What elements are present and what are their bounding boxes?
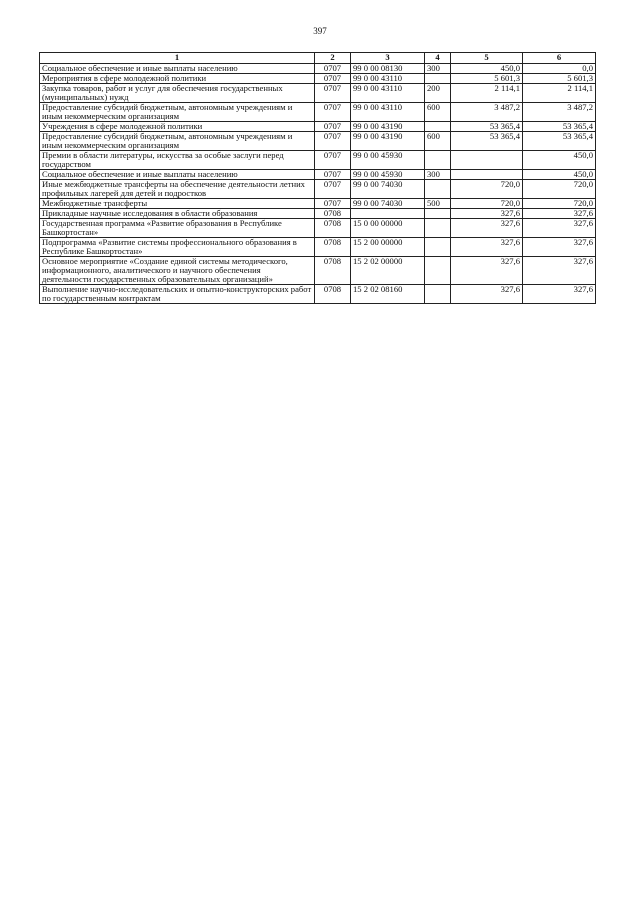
section-code-cell: 0707 xyxy=(315,170,351,180)
amount-col6-cell: 720,0 xyxy=(523,199,596,209)
table-row xyxy=(40,132,596,151)
table-row xyxy=(40,257,596,285)
section-code-cell: 0707 xyxy=(315,122,351,132)
section-code-cell: 0708 xyxy=(315,219,351,238)
target-code-cell: 99 0 00 74030 xyxy=(351,180,425,199)
section-code-cell: 0708 xyxy=(315,285,351,304)
item-name-cell: Социальное обеспечение и иные выплаты населению xyxy=(40,170,315,180)
expense-type-cell xyxy=(425,151,451,170)
expense-type-cell: 200 xyxy=(425,84,451,103)
table-header-row xyxy=(40,53,596,64)
item-name-cell: Государственная программа «Развитие образования в Республике Башкортостан» xyxy=(40,219,315,238)
amount-col6-cell: 327,6 xyxy=(523,238,596,257)
amount-col6-cell: 5 601,3 xyxy=(523,74,596,84)
expense-type-cell: 300 xyxy=(425,64,451,74)
table-row xyxy=(40,238,596,257)
amount-col6-cell: 0,0 xyxy=(523,64,596,74)
column-header-1: 1 xyxy=(40,53,315,64)
expense-type-cell: 300 xyxy=(425,170,451,180)
amount-col5-cell: 720,0 xyxy=(451,199,523,209)
amount-col6-cell: 2 114,1 xyxy=(523,84,596,103)
target-code-cell: 99 0 00 08130 xyxy=(351,64,425,74)
item-name-cell: Предоставление субсидий бюджетным, автономным учреждениям и иным некоммерческим организациям xyxy=(40,103,315,122)
section-code-cell: 0707 xyxy=(315,74,351,84)
table-row xyxy=(40,74,596,84)
target-code-cell: 15 0 00 00000 xyxy=(351,219,425,238)
amount-col5-cell: 2 114,1 xyxy=(451,84,523,103)
table-row xyxy=(40,199,596,209)
amount-col6-cell: 720,0 xyxy=(523,180,596,199)
section-code-cell: 0708 xyxy=(315,257,351,285)
column-header-3: 3 xyxy=(351,53,425,64)
amount-col5-cell xyxy=(451,151,523,170)
target-code-cell: 99 0 00 43190 xyxy=(351,132,425,151)
amount-col5-cell: 327,6 xyxy=(451,285,523,304)
target-code-cell xyxy=(351,209,425,219)
amount-col5-cell: 720,0 xyxy=(451,180,523,199)
table-row xyxy=(40,84,596,103)
target-code-cell: 15 2 02 08160 xyxy=(351,285,425,304)
amount-col5-cell: 53 365,4 xyxy=(451,132,523,151)
target-code-cell: 99 0 00 43110 xyxy=(351,74,425,84)
section-code-cell: 0707 xyxy=(315,132,351,151)
target-code-cell: 15 2 02 00000 xyxy=(351,257,425,285)
item-name-cell: Межбюджетные трансферты xyxy=(40,199,315,209)
amount-col5-cell: 327,6 xyxy=(451,219,523,238)
amount-col6-cell: 53 365,4 xyxy=(523,132,596,151)
amount-col6-cell: 327,6 xyxy=(523,257,596,285)
item-name-cell: Закупка товаров, работ и услуг для обеспечения государственных (муниципальных) нужд xyxy=(40,84,315,103)
amount-col5-cell: 327,6 xyxy=(451,238,523,257)
target-code-cell: 99 0 00 74030 xyxy=(351,199,425,209)
item-name-cell: Подпрограмма «Развитие системы профессионального образования в Республике Башкортостан» xyxy=(40,238,315,257)
page-number: 397 xyxy=(313,26,327,36)
table-row xyxy=(40,151,596,170)
column-header-5: 5 xyxy=(451,53,523,64)
expense-type-cell xyxy=(425,180,451,199)
table-body xyxy=(40,64,596,304)
amount-col6-cell: 3 487,2 xyxy=(523,103,596,122)
expense-type-cell: 500 xyxy=(425,199,451,209)
section-code-cell: 0707 xyxy=(315,180,351,199)
item-name-cell: Основное мероприятие «Создание единой системы методического, информационного, аналитического и научного обеспечения деятельности государственных образовательных организаций» xyxy=(40,257,315,285)
item-name-cell: Премии в области литературы, искусства за особые заслуги перед государством xyxy=(40,151,315,170)
table-row xyxy=(40,180,596,199)
target-code-cell: 99 0 00 45930 xyxy=(351,151,425,170)
table-row xyxy=(40,64,596,74)
item-name-cell: Предоставление субсидий бюджетным, автономным учреждениям и иным некоммерческим организациям xyxy=(40,132,315,151)
amount-col5-cell: 450,0 xyxy=(451,64,523,74)
table-row xyxy=(40,122,596,132)
item-name-cell: Социальное обеспечение и иные выплаты населению xyxy=(40,64,315,74)
budget-table xyxy=(39,52,596,304)
target-code-cell: 99 0 00 43110 xyxy=(351,103,425,122)
target-code-cell: 15 2 00 00000 xyxy=(351,238,425,257)
target-code-cell: 99 0 00 43110 xyxy=(351,84,425,103)
amount-col6-cell: 450,0 xyxy=(523,170,596,180)
expense-type-cell xyxy=(425,238,451,257)
section-code-cell: 0708 xyxy=(315,209,351,219)
table-row xyxy=(40,219,596,238)
amount-col5-cell: 327,6 xyxy=(451,209,523,219)
expense-type-cell xyxy=(425,257,451,285)
amount-col5-cell: 53 365,4 xyxy=(451,122,523,132)
section-code-cell: 0707 xyxy=(315,151,351,170)
amount-col6-cell: 53 365,4 xyxy=(523,122,596,132)
item-name-cell: Прикладные научные исследования в области образования xyxy=(40,209,315,219)
amount-col5-cell xyxy=(451,170,523,180)
expense-type-cell xyxy=(425,209,451,219)
target-code-cell: 99 0 00 45930 xyxy=(351,170,425,180)
item-name-cell: Выполнение научно-исследовательских и опытно-конструкторских работ по государственным контрактам xyxy=(40,285,315,304)
expense-type-cell xyxy=(425,219,451,238)
amount-col5-cell: 327,6 xyxy=(451,257,523,285)
amount-col6-cell: 450,0 xyxy=(523,151,596,170)
expense-type-cell: 600 xyxy=(425,103,451,122)
item-name-cell: Иные межбюджетные трансферты на обеспечение деятельности летних профильных лагерей для детей и подростков xyxy=(40,180,315,199)
table-row xyxy=(40,209,596,219)
expense-type-cell xyxy=(425,122,451,132)
amount-col6-cell: 327,6 xyxy=(523,219,596,238)
section-code-cell: 0707 xyxy=(315,199,351,209)
table-row xyxy=(40,285,596,304)
section-code-cell: 0707 xyxy=(315,103,351,122)
amount-col5-cell: 5 601,3 xyxy=(451,74,523,84)
table-row xyxy=(40,170,596,180)
expense-type-cell xyxy=(425,74,451,84)
column-header-4: 4 xyxy=(425,53,451,64)
amount-col6-cell: 327,6 xyxy=(523,285,596,304)
section-code-cell: 0707 xyxy=(315,84,351,103)
amount-col5-cell: 3 487,2 xyxy=(451,103,523,122)
column-header-2: 2 xyxy=(315,53,351,64)
amount-col6-cell: 327,6 xyxy=(523,209,596,219)
section-code-cell: 0707 xyxy=(315,64,351,74)
target-code-cell: 99 0 00 43190 xyxy=(351,122,425,132)
section-code-cell: 0708 xyxy=(315,238,351,257)
column-header-6: 6 xyxy=(523,53,596,64)
expense-type-cell xyxy=(425,285,451,304)
item-name-cell: Учреждения в сфере молодежной политики xyxy=(40,122,315,132)
table-row xyxy=(40,103,596,122)
expense-type-cell: 600 xyxy=(425,132,451,151)
item-name-cell: Мероприятия в сфере молодежной политики xyxy=(40,74,315,84)
